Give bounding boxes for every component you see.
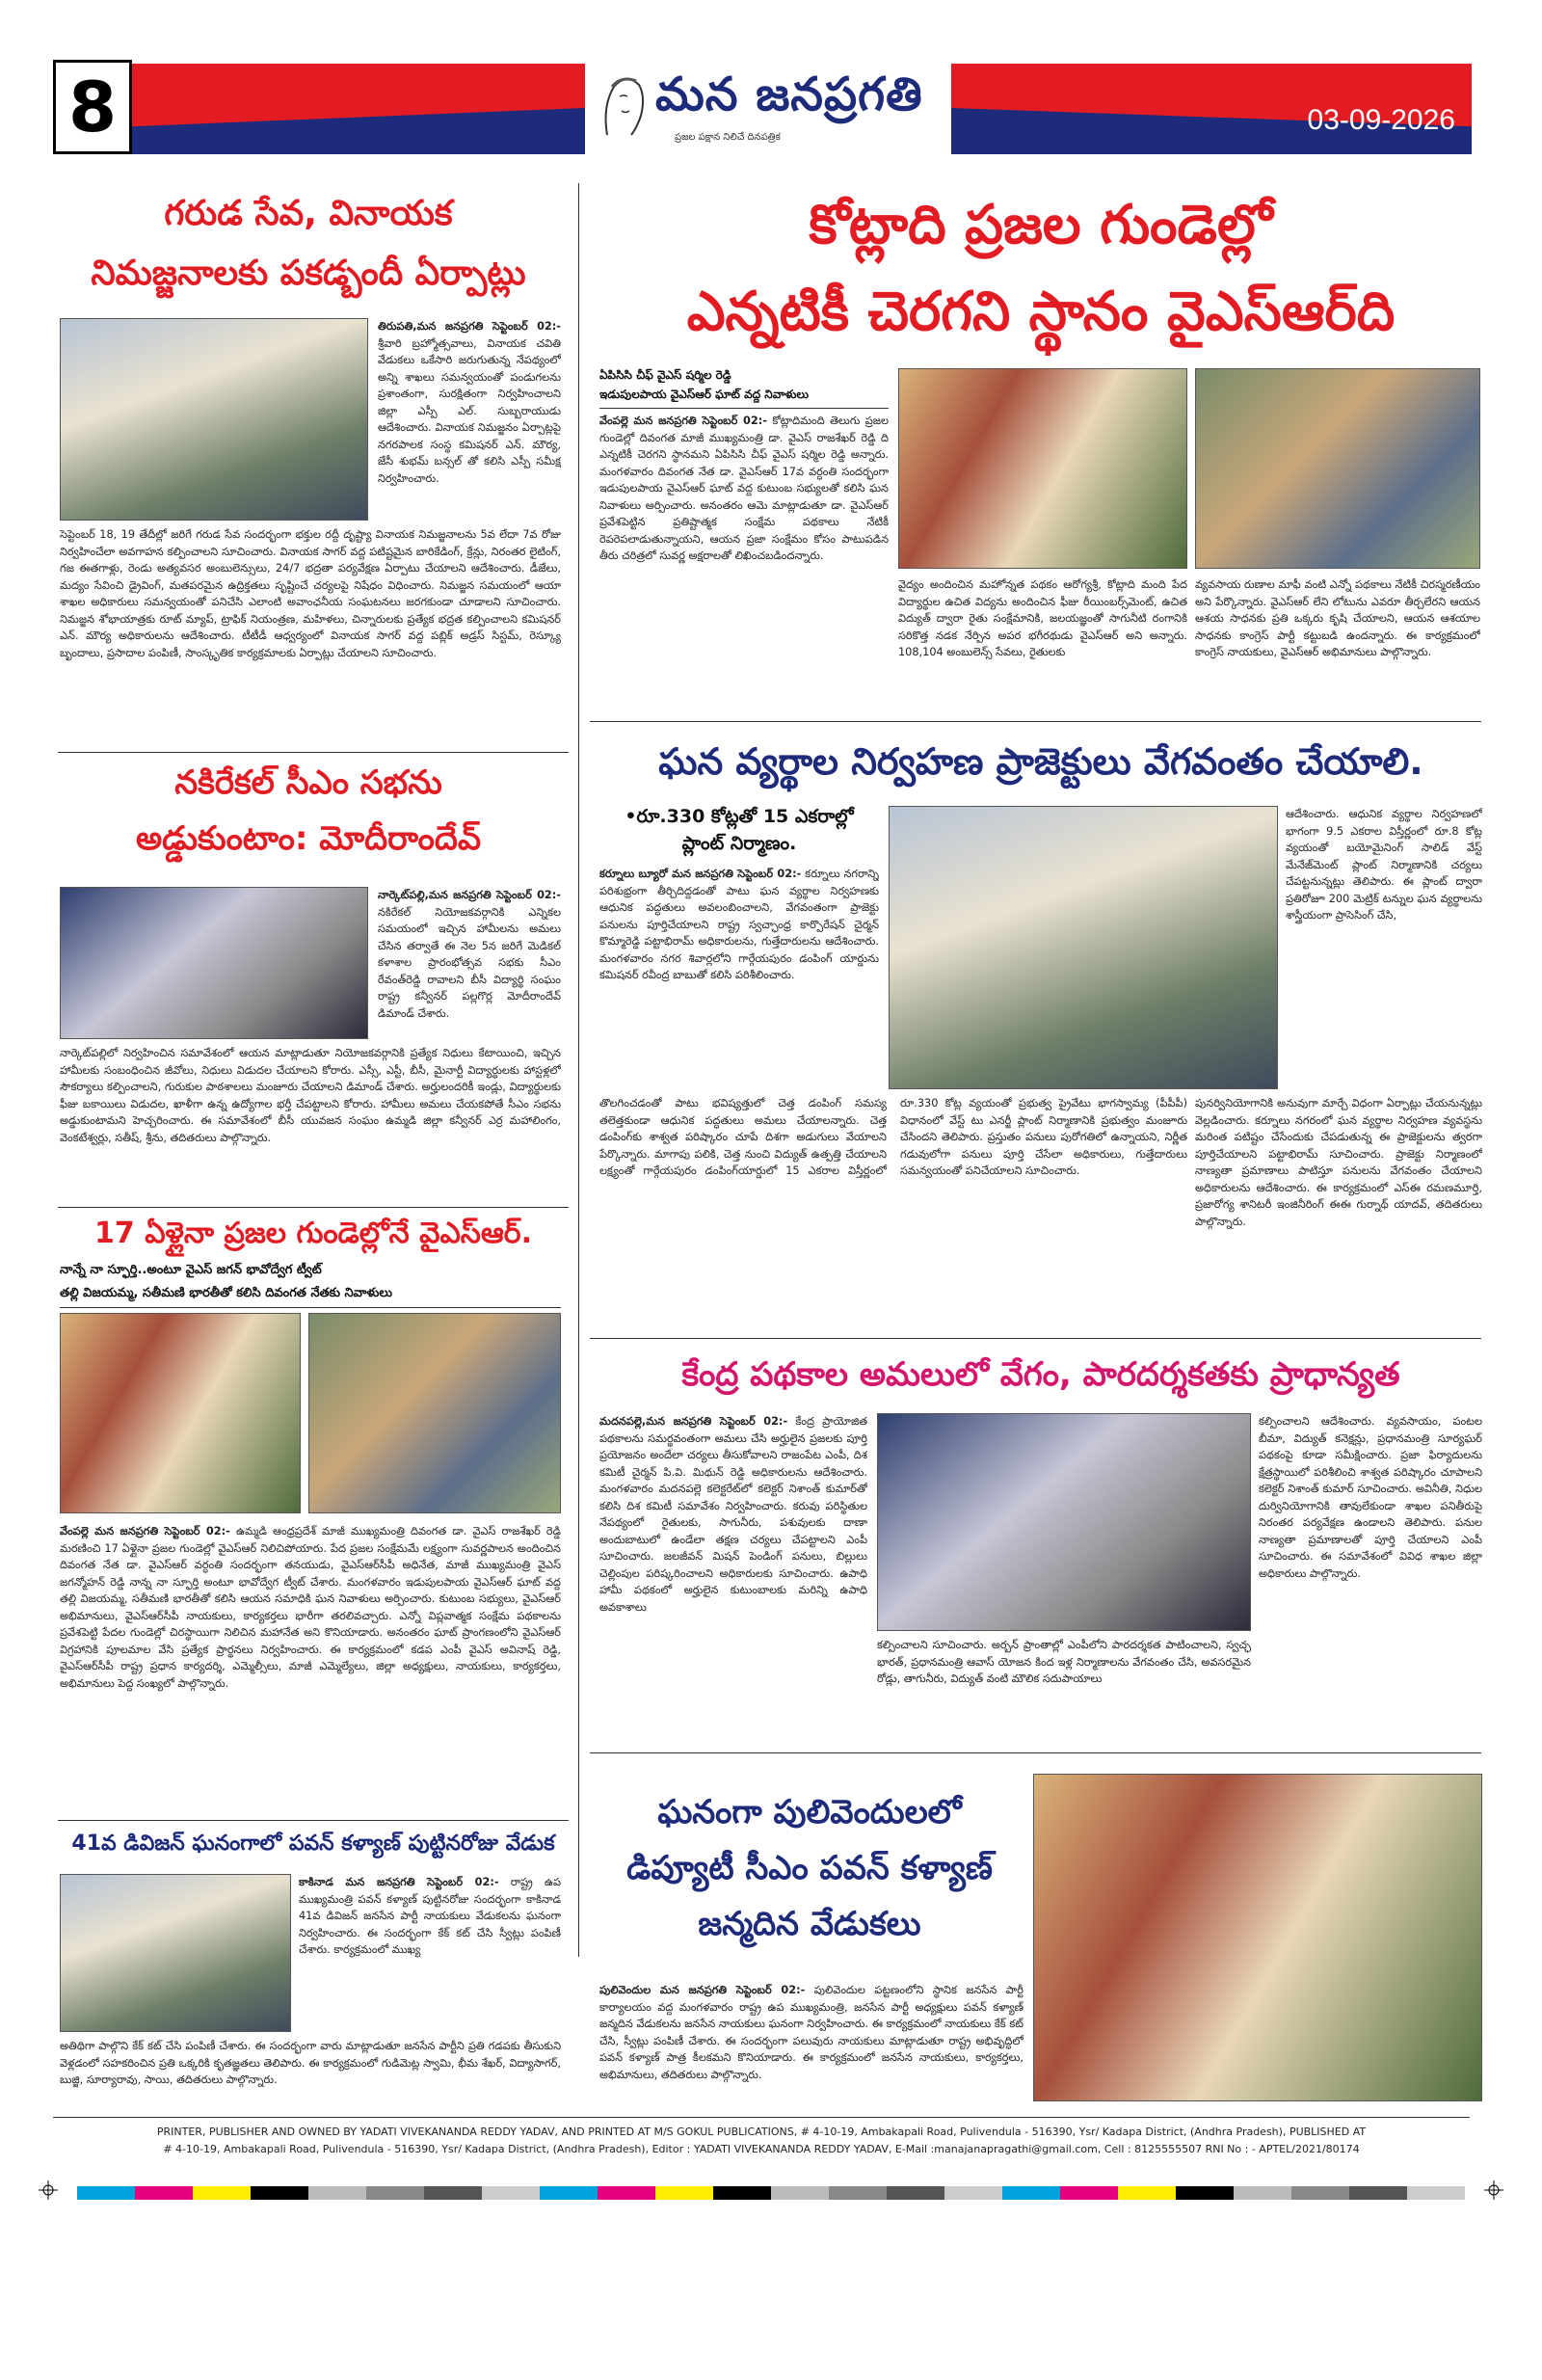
ysr17-headline: 17 ఏళ్లైనా ప్రజల గుండెల్లోనే వైఎస్ఆర్. <box>94 1217 532 1250</box>
ysr17-photo-1 <box>60 1313 301 1513</box>
ysr-lead-photo-1 <box>898 368 1187 569</box>
section-divider-left-1 <box>58 752 569 753</box>
pulivendula-headline-2: డిప్యూటీ సీఎం పవన్ కళ్యాణ్ <box>626 1849 993 1887</box>
pawan41-body-side-text: రాష్ట్ర ఉప ముఖ్యమంత్రి పవన్ కళ్యాణ్ పుట్టినరోజు సందర్భంగా కాకినాడ 41వ డివిజన్ జనసేన పార్టీ నాయకులు వేడుకలను ఘనంగా నిర్వహించారు. ఈ సందర్భంగా కేక్ కట్ చేసి స్వీట్లు పంపిణీ చేశారు. కార్యక్రమంలో ముఖ్య <box>299 1876 561 1956</box>
crop-mark-right-icon <box>1484 2180 1503 2200</box>
garuda-meeting-photo <box>60 318 368 521</box>
waste-subhead-1: •రూ.330 కోట్లతో 15 ఎకరాల్లో <box>625 806 854 827</box>
section-divider-right-3 <box>590 1752 1481 1753</box>
pawan41-photo <box>60 1874 291 2032</box>
ysr-lead-subhead-1: ఏపిసిసి చీఫ్ వైఎస్ షర్మిల రెడ్డి <box>599 368 731 382</box>
pawan41-body-side <box>299 1874 561 2034</box>
paper-name-logo: మన జనప్రగతి <box>655 67 923 121</box>
garuda-dateline: తిరుపతి,మన జనప్రగతి సెప్టెంబర్ 02:- <box>378 320 561 333</box>
waste-body-col3: పునర్వినియోగానికి అనువుగా మార్చే విధంగా ఏర్పాట్లు చేయనున్నట్లు వెల్లడించారు. కర్నూలు నగరంలో ఘన వ్యర్థాల నిర్వహణ వ్యవస్థను మరింత పటిష్టం చేసేందుకు చేపడుతున్న ఈ ప్రాజెక్టులను త్వరగా పూర్తిచేయాలని పట్టాభిరామ్ సూచించారు. ప్రాజెక్టు నిర్మాణంలో నాణ్యతా ప్రమాణాలు పాటిస్తూ పనులను వేగవంతం చేయాలని అధికారులను ఆదేశించారు. ఈ కార్యక్రమంలో ఎస్ఈ రమణమూర్తి, ప్రజారోగ్య శానిటరీ ఇంజినీరింగ్ ఈఈ గుర్నాథ్ యాదవ్, తదితరులు పాల్గొన్నారు. <box>1195 1097 1482 1228</box>
nakirekal-headline-2: అడ్డుకుంటాం: మోదీరాందేవ్ <box>135 819 482 858</box>
nakirekal-body-full: నార్కెట్‌పల్లిలో నిర్వహించిన సమావేశంలో ఆయన మాట్లాడుతూ నియోజకవర్గానికి ప్రత్యేక నిధులు కేటాయించి, ఇచ్చిన హామీలకు సంబంధించిన జీవోలు, నిధులు విడుదల చేయాలని కోరారు. ఎస్సీ, ఎస్టీ, బీసీ, మైనార్టీ విద్యార్థులకు హాస్టళ్లలో సౌకర్యాలు కల్పించాలని, గురుకుల పాఠశాలలు మంజూరు చేయాలని డిమాండ్ చేశారు. అర్హులందరికీ ఇండ్లు, విద్యార్థులకు ఫీజు బకాయిలు విడుదల, ఖాళీగా ఉన్న ఉద్యోగాల భర్తీ చేపట్టాలని కోరారు. హామీలు అమలు చేయకపోతే సీఎం సభను అడ్డుకుంటామని హెచ్చరించారు. ఈ సమావేశంలో బీసీ యువజన సంఘం ఉమ్మడి జిల్లా కన్వీనర్ ఎర్ర మహాలింగం, వెంకటేశ్వర్లు, సతీష్, శ్రీను, తదితరులు పాల్గొన్నారు. <box>60 1047 561 1144</box>
section-divider-right-2 <box>590 1338 1481 1339</box>
waste-subhead-2: ప్లాంట్ నిర్మాణం. <box>681 833 797 854</box>
waste-inspection-photo <box>889 806 1278 1089</box>
edition-date: 03-09-2026 <box>1307 104 1455 136</box>
pulivendula-dateline: పులివెందుల మన జనప్రగతి సెప్టెంబర్ 02:- <box>599 1984 806 1996</box>
pulivendula-celebration-photo <box>1033 1774 1482 2101</box>
pawan41-headline: 41వ డివిజన్ ఘనంగాలో పవన్ కళ్యాణ్ పుట్టినరోజు వేడుక <box>71 1832 555 1856</box>
founder-portrait-icon <box>593 67 651 145</box>
imprint-line-1: PRINTER, PUBLISHER AND OWNED BY YADATI VIVEKANANDA REDDY YADAV, AND PRINTED AT M/S GOKUL PUBLICATIONS, # 4-10-19, Ambakapali Road, Pulivendula - 516390, Ysr/ Kadapa District, (Andhra Pradesh), PUBLISHED AT <box>156 2126 1367 2138</box>
garuda-body-side-text: శ్రీవారి బ్రహ్మోత్సవాలు, వినాయక చవితి వేడుకలు ఒకేసారి జరుగుతున్న నేపథ్యంలో అన్ని శాఖలు సమన్వయంతో పండుగలను ప్రశాంతంగా, సురక్షితంగా నిర్వహించాలని జిల్లా ఎస్పీ ఎల్. సుబ్బరాయుడు ఆదేశించారు. వినాయక నిమజ్జనం ఏర్పాట్లపై నగరపాలక సంస్థ కమిషనర్ ఎన్. మౌర్య, జేసీ శుభమ్ బన్సల్ తో కలిసి ఎస్పీ సమీక్ష నిర్వహించారు. <box>378 336 561 485</box>
pulivendula-body <box>599 1982 1024 2103</box>
ysr17-photo-2 <box>308 1313 561 1513</box>
section-divider-left-3 <box>58 1820 569 1821</box>
garuda-body-full: సెప్టెంబర్ 18, 19 తేదీల్లో జరిగే గరుడ సేవ సందర్భంగా భక్తుల రద్దీ దృష్ట్యా వినాయక నిమజ్జనాలను 5వ లేదా 7వ రోజు నిర్వహించేలా అవగాహన కల్పించాలని సూచించారు. వినాయక సాగర్ వద్ద పటిష్టమైన బారికేడింగ్, క్రేన్లు, నిరంతర లైటింగ్, గజ ఈతగాళ్లు, రెండు అత్యవసర అంబులెన్సులు, 24/7 భద్రతా పర్యవేక్షణ ఏర్పాటు చేయాలని ఆదేశించారు. డీజేలు, మద్యం సేవించి డ్రైవింగ్, మతపరమైన ఉద్రిక్తతలు సృష్టించే చర్యలపై నిషేధం విధించారు. నిమజ్జన సమయంలో ఆయా శాఖల అధికారులు సమన్వయంతో పనిచేసి ఎలాంటి అవాంఛనీయ సంఘటనలు జరగకుండా చూడాలని సూచించారు. నిమజ్జన శోభాయాత్రకు రూట్ మ్యాప్, ట్రాఫిక్ నియంత్రణ, మహిళలు, చిన్నారులకు ప్రత్యేక భద్రత కల్పించాలని కమిషనర్ ఎన్. మౌర్య అధికారులను ఆదేశించారు. టీటీడీ ఆధ్వర్యంలో వినాయక సాగర్ వద్ద పబ్లిక్ అడ్రస్ సిస్టమ్, రెస్క్యూ బృందాలు, ప్రసాదాల పంపిణీ, సాంస్కృతిక కార్యక్రమాలకు ఏర్పాట్లు చేయాలని సూచించారు. <box>60 528 561 659</box>
imprint-line-2: # 4-10-19, Ambakapali Road, Pulivendula - 516390, Ysr/ Kadapa District, (Andhra Pradesh), Editor : YADATI VIVEKANANDA REDDY YADAV, E-Mail :manajanapragathi@gmail.com, Cell : 8125555507 RNI No : - APTEL/2021/80174 <box>163 2143 1360 2155</box>
ysr-lead-subhead-2: ఇడుపులపాయ వైఎస్ఆర్ ఘాట్ వద్ద నివాళులు <box>599 388 889 409</box>
paper-tagline: ప్రజల పక్షాన నిలిచే దినపత్రిక <box>675 132 781 143</box>
nakirekal-body-side-text: నకిరేకల్ నియోజకవర్గానికి ఎన్నికల సమయంలో ఇచ్చిన హామీలను అమలు చేసిన తర్వాతే ఈ నెల 5న జరిగే మెడికల్ కళాశాల ప్రారంభోత్సవ సభకు సీఎం రేవంత్‌రెడ్డి రావాలని బీసీ విద్యార్థి సంఘం రాష్ట్ర కన్వీనర్ పల్లగొర్ల మోదీరాందేవ్ డిమాండ్ చేశారు. <box>378 905 561 1020</box>
nakirekal-dateline: నార్కెట్‌పల్లి,మన జనప్రగతి సెప్టెంబర్ 02:- <box>378 889 561 901</box>
garuda-headline-1: గరుడ సేవ, వినాయక <box>164 194 453 233</box>
waste-headline: ఘన వ్యర్థాల నిర్వహణ ప్రాజెక్టులు వేగవంతం చేయాలి. <box>658 740 1423 783</box>
garuda-headline-2: నిమజ్జనాలకు పకడ్బందీ ఏర్పాట్లు <box>91 254 526 293</box>
ysr-lead-body-col1 <box>599 413 889 702</box>
ysr-lead-headline-2: ఎన్నటికీ చెరగని స్థానం వైఎస్ఆర్‌ది <box>686 281 1396 343</box>
ysr17-body-text: ఉమ్మడి ఆంధ్రప్రదేశ్ మాజీ ముఖ్యమంత్రి దివంగత డా. వైఎస్ రాజశేఖర్ రెడ్డి మరణించి 17 ఏళ్లైనా ప్రజల గుండెల్లో వైఎస్ఆర్ నిలిచిపోయారు. పేద ప్రజల సంక్షేమమే లక్ష్యంగా సువర్ణపాలన అందించిన దివంగత నేత డా. వైఎస్ఆర్ వర్ధంతి సందర్భంగా తనయుడు, వైఎస్ఆర్‌సీపీ అధినేత, మాజీ ముఖ్యమంత్రి వైఎస్ జగన్మోహన్ రెడ్డి నాన్న నా స్ఫూర్తి అంటూ భావోద్వేగ ట్వీట్ చేశారు. మంగళవారం ఇడుపులపాయ వైఎస్ఆర్ ఘాట్ వద్ద తల్లి విజయమ్మ, సతీమణి భారతీతో కలిసి ఆయన సమాధికి ఘన నివాళులు అర్పించారు. కుటుంబ సభ్యులు, వైఎస్ఆర్ అభిమానులు, వైఎస్ఆర్‌సీపీ నాయకులు, కార్యకర్తలు భారీగా తరలివచ్చారు. ఎన్నో విప్లవాత్మక సంక్షేమ పథకాలను ప్రవేశపెట్టి పేదల గుండెల్లో చిరస్థాయిగా నిలిచిన మహానేత అని కొనియాడారు. అనంతరం ఘాట్ ప్రాంగణంలోని వైఎస్ఆర్ విగ్రహానికి పూలమాల వేసి ప్రత్యేక ప్రార్థనలు నిర్వహించారు. ఈ కార్యక్రమంలో కడప ఎంపీ వైఎస్ అవినాష్ రెడ్డి, వైఎస్ఆర్‌సీపీ రాష్ట్ర ప్రధాన కార్యదర్శి, ఎమ్మెల్సీలు, మాజీ ఎమ్మెల్యేలు, జిల్లా అధ్యక్షులు, నాయకులు, కార్యకర్తలు, అభిమానులు పెద్ద సంఖ్యలో పాల్గొన్నారు. <box>60 1525 561 1690</box>
garuda-body-side <box>378 318 561 522</box>
waste-body-col1 <box>599 866 879 1089</box>
waste-body-full: తొలగించడంతో పాటు భవిష్యత్తులో చెత్త డంపింగ్ సమస్య తలెత్తకుండా ఆధునిక పద్ధతులు అమలు చేయాలన్నారు. చెత్త డంపింగ్‌కు శాశ్వత పరిష్కారం చూపే దిశగా అడుగులు వేయాలని పేర్కొన్నారు. మాగాపు పలికి, చెత్త నుంచి విద్యుత్ ఉత్పత్తి చేయాలని లక్ష్యంతో గార్గేయపురం డంపింగ్‌యార్డులో 15 ఎకరాల విస్తీర్ణంలో రూ.330 కోట్ల వ్యయంతో ప్రభుత్వ ప్రైవేటు భాగస్వామ్య (పీపీపీ) విధానంలో వేస్ట్ టు ఎనర్జీ ప్లాంట్ నిర్మాణానికి ప్రభుత్వం మంజూరు చేసిందని తెలిపారు. ప్రస్తుతం పనులు పురోగతిలో ఉన్నాయని, నిర్ణీత గడువులోగా పనులు పూర్తి చేసేలా అధికారులు, గుత్తేదారులు సమన్వయంతో పనిచేయాలని సూచించారు. <box>599 1097 1187 1177</box>
pulivendula-headline-3: జన్మదిన వేడుకలు <box>698 1905 921 1943</box>
central-body-col1-text: కేంద్ర ప్రాయోజిత పథకాలను సమర్థవంతంగా అమలు చేసి అర్హులైన ప్రజలకు పూర్తి ప్రయోజనం అందేలా చర్యలు తీసుకోవాలని రాజంపేట ఎంపీ, దిశ కమిటీ చైర్మన్ పి.వి. మిథున్ రెడ్డి అధికారులను ఆదేశించారు. మంగళవారం మదనపల్లె కలెక్టరేట్‌లో కలెక్టర్ నిశాంత్ కుమార్‌తో కలిసి దిశ కమిటీ సమావేశం నిర్వహించారు. కరువు పరిస్థితుల నేపథ్యంలో రైతులకు, సాగునీరు, పశువులకు దాణా అందుబాటులో ఉండేలా తక్షణ చర్యలు చేపట్టాలని ఎంపీ సూచించారు. జలజీవన్ మిషన్ పెండింగ్ పనులు, బిల్లులు చెల్లింపుల పరిష్కరించాలని అధికారులకు సూచించారు. ఉపాధి హామీ పథకంలో అర్హులైన కుటుంబాలకు మరిన్ని ఉపాధి అవకాశాలు <box>599 1415 867 1614</box>
central-body-col1 <box>599 1413 867 1739</box>
ysr-lead-body-col3: వ్యవసాయ రుణాల మాఫీ వంటి ఎన్నో పథకాలు నేటికీ చిరస్మరణీయం అని పేర్కొన్నారు. వైఎస్ఆర్ లేని లోటును ఎవరూ తీర్చలేరని ఆయన ఆశయ సాధనకు ప్రతి ఒక్కరు కృషి చేయాలని, ఆయన ఆశయాల సాధనకు కాంగ్రెస్ పార్టీ కట్టుబడి ఉందన్నారు. ఈ కార్యక్రమంలో కాంగ్రెస్ నాయకులు, వైఎస్ఆర్ అభిమానులు పాల్గొన్నారు. <box>1195 578 1480 658</box>
ysr-lead-body-col2: వైద్యం అందించిన మహోన్నత పథకం ఆరోగ్యశ్రీ, కోట్లాది మంది పేద విద్యార్థుల ఉచిత విద్యను అందించిన ఫీజు రీయింబర్స్‌మెంట్, ఉచిత విద్యుత్ ద్వారా రైతు సంక్షేమానికి, జలయజ్ఞంతో సాగునీటి రంగానికి సరికొత్త నడక నేర్పిన అపర భగీరథుడు వైఎస్ఆర్ అని అన్నారు. 108,104 అంబులెన్స్ సేవలు, రైతులకు <box>898 578 1187 658</box>
central-disha-meeting-photo <box>877 1413 1251 1631</box>
pulivendula-headline-1: ఘనంగా పులివెందులలో <box>657 1793 962 1832</box>
section-divider-right-1 <box>590 721 1481 722</box>
pawan41-dateline: కాకినాడ మన జనప్రగతి సెప్టెంబర్ 02:- <box>299 1876 499 1888</box>
ysr17-subhead-2: తల్లి విజయమ్మ, సతీమణి భారతీతో కలిసి దివంగత నేతకు నివాళులు <box>60 1286 561 1308</box>
pulivendula-body-text: పులివెందుల పట్టణంలోని స్థానిక జనసేన పార్టీ కార్యాలయం వద్ద మంగళవారం రాష్ట్ర ఉప ముఖ్యమంత్రి, జనసేన పార్టీ అధ్యక్షులు పవన్ కళ్యాణ్ జన్మదిన వేడుకలను జనసేన నాయకులు ఘనంగా నిర్వహించారు. ఈ కార్యక్రమంలో నాయకులు కేక్ కట్ చేసి, స్వీట్లు పంపిణీ చేశారు. ఈ సందర్భంగా పలువురు నాయకులు మాట్లాడుతూ రాష్ట్ర అభివృద్ధిలో పవన్ కళ్యాణ్ పాత్ర కీలకమని కొనియాడారు. ఈ కార్యక్రమంలో జనసేన నాయకులు, కార్యకర్తలు, అభిమానులు, తదితరులు పాల్గొన్నారు. <box>599 1984 1024 2081</box>
ysr-lead-photo-2 <box>1195 368 1480 569</box>
waste-body-col1-text: కర్నూలు నగరాన్ని పరిశుభ్రంగా తీర్చిదిద్దడంతో పాటు ఘన వ్యర్థాల నిర్వహణకు ఆధునిక పద్ధతులు అవలంబించాలని, వేగవంతంగా ప్రాజెక్టు పనులను పూర్తిచేయాలని రాష్ట్ర స్వచ్ఛాంధ్ర కార్పొరేషన్ చైర్మన్ కొమ్మారెడ్డి పట్టాభిరామ్ అధికారులను, గుత్తేదారులను ఆదేశించారు. మంగళవారం నగర శివార్లలోని గార్గేయపురం డంపింగ్ యార్డును కమిషనర్ రవీంద్ర బాబుతో కలిసి పరిశీలించారు. <box>599 868 879 981</box>
ysr17-dateline: వేంపల్లె మన జనప్రగతి సెప్టెంబర్ 02:- <box>60 1525 230 1538</box>
section-divider-left-2 <box>58 1207 569 1208</box>
nakirekal-headline-1: నకిరేకల్ సీఎం సభను <box>174 763 442 802</box>
ysr17-body <box>60 1523 561 1810</box>
ysr17-subhead-1: నాన్నే నా స్ఫూర్తి..అంటూ వైఎస్ జగన్ భావోద్వేగ ట్వీట్ <box>60 1263 322 1277</box>
waste-dateline: కర్నూలు బ్యూరో మన జనప్రగతి సెప్టెంబర్ 02:- <box>599 868 802 880</box>
page-number: 8 <box>53 60 132 154</box>
column-divider <box>578 183 579 1957</box>
ysr-lead-headline-1: కోట్లాది ప్రజల గుండెల్లో <box>809 194 1273 256</box>
central-headline: కేంద్ర పథకాల అమలులో వేగం, పారదర్శకతకు ప్రాధాన్యత <box>681 1355 1400 1394</box>
central-body-col3: కల్పించాలని ఆదేశించారు. వ్యవసాయం, పంటల బీమా, విద్యుత్ కనెక్షన్లు, ప్రధానమంత్రి సూర్యఘర్ పథకంపై కూడా సమీక్షించారు. ప్రజా ఫిర్యాదులను క్షేత్రస్థాయిలో పరిశీలించి శాశ్వత పరిష్కారం చూపాలని కలెక్టర్ నిశాంత్ కుమార్ సూచించారు. అవినీతి, నిధుల దుర్వినియోగానికి తావులేకుండా శాఖల పనితీరుపై నిరంతర పర్యవేక్షణ ఉండాలని తెలిపారు. పనుల నాణ్యతా ప్రమాణాలతో పూర్తి చేయాలని ఎంపీ సూచించారు. ఈ సమావేశంలో వివిధ శాఖల జిల్లా అధికారులు పాల్గొన్నారు. <box>1259 1415 1482 1580</box>
print-registration-bar <box>77 2186 1465 2200</box>
central-dateline: మదనపల్లె,మన జనప్రగతి సెప్టెంబర్ 02:- <box>599 1415 788 1428</box>
crop-mark-left-icon <box>39 2180 58 2200</box>
ysr-lead-dateline: వేంపల్లె మన జనప్రగతి సెప్టెంబర్ 02:- <box>599 414 767 427</box>
ysr-lead-body-col1-text: కోట్లాదిమంది తెలుగు ప్రజల గుండెల్లో దివంగత మాజీ ముఖ్యమంత్రి డా. వైఎస్ రాజశేఖర్ రెడ్డి ది ఎన్నటికీ చెరగని స్థానమని ఏపిసిసి చీఫ్ వైఎస్ షర్మిల రెడ్డి అన్నారు. మంగళవారం దివంగత నేత డా. వైఎస్ఆర్ 17వ వర్ధంతి సందర్భంగా ఇడుపులపాయ వైఎస్ఆర్ ఘాట్ వద్ద కుటుంబ సభ్యులతో కలిసి ఘన నివాళులు అర్పించారు. అనంతరం ఆమె మాట్లాడుతూ డా. వైఎస్ఆర్ ప్రవేశపెట్టిన ప్రతిష్టాత్మక సంక్షేమ పథకాలు నేటికీ రెపరెపలాడుతున్నాయని, ఆయన ప్రజా సంక్షేమం కోసం పాటుపడిన తీరు చరిత్రలో సువర్ణ అక్షరాలతో లిఖించబడిందన్నారు. <box>599 414 889 562</box>
pawan41-body-full: అతిథిగా పాల్గొని కేక్ కట్ చేసి పంపిణీ చేశారు. ఈ సందర్భంగా వారు మాట్లాడుతూ జనసేన పార్టీని ప్రతి గడపకు తీసుకుని వెళ్లడంలో సహకరించిన ప్రతి ఒక్కరికి కృతజ్ఞతలు తెలిపారు. ఈ కార్యక్రమంలో గుడిమెట్ల స్వామి, భీమ శేఖర్, విద్యాసాగర్, బుజ్జి, సూర్యారావు, సాయి, తదితరులు పాల్గొన్నారు. <box>60 2040 561 2086</box>
nakirekal-meeting-photo <box>60 887 368 1039</box>
footer-rule <box>53 2117 1470 2118</box>
nakirekal-body-side <box>378 887 561 1041</box>
waste-body-col2: ఆదేశించారు. ఆధునిక వ్యర్థాల నిర్వహణలో భాగంగా 9.5 ఎకరాల విస్తీర్ణంలో రూ.8 కోట్ల వ్యయంతో బయోమైనింగ్ సాలిడ్ వేస్ట్ మేనేజ్‌మెంట్ ప్లాంట్ నిర్మాణానికి చర్యలు చేపట్టనున్నట్లు తెలిపారు. ఈ ప్లాంట్ ద్వారా ప్రతిరోజూ 200 మెట్రిక్ టన్నుల ఘన వ్యర్థాలను శాస్త్రీయంగా ప్రాసెసింగ్ చేసి, <box>1286 808 1482 922</box>
central-body-col2: కల్పించాలని సూచించారు. అర్బన్ ప్రాంతాల్లో ఎంపీలోని పారదర్శకత పాటించాలని, స్వచ్ఛ భారత్, ప్రధానమంత్రి ఆవాస్ యోజన కింద ఇళ్ల నిర్మాణాలను వేగవంతం చేసి, అవసరమైన రోడ్లు, తాగునీరు, విద్యుత్ వంటి మౌలిక సదుపాయాలు <box>877 1639 1251 1685</box>
